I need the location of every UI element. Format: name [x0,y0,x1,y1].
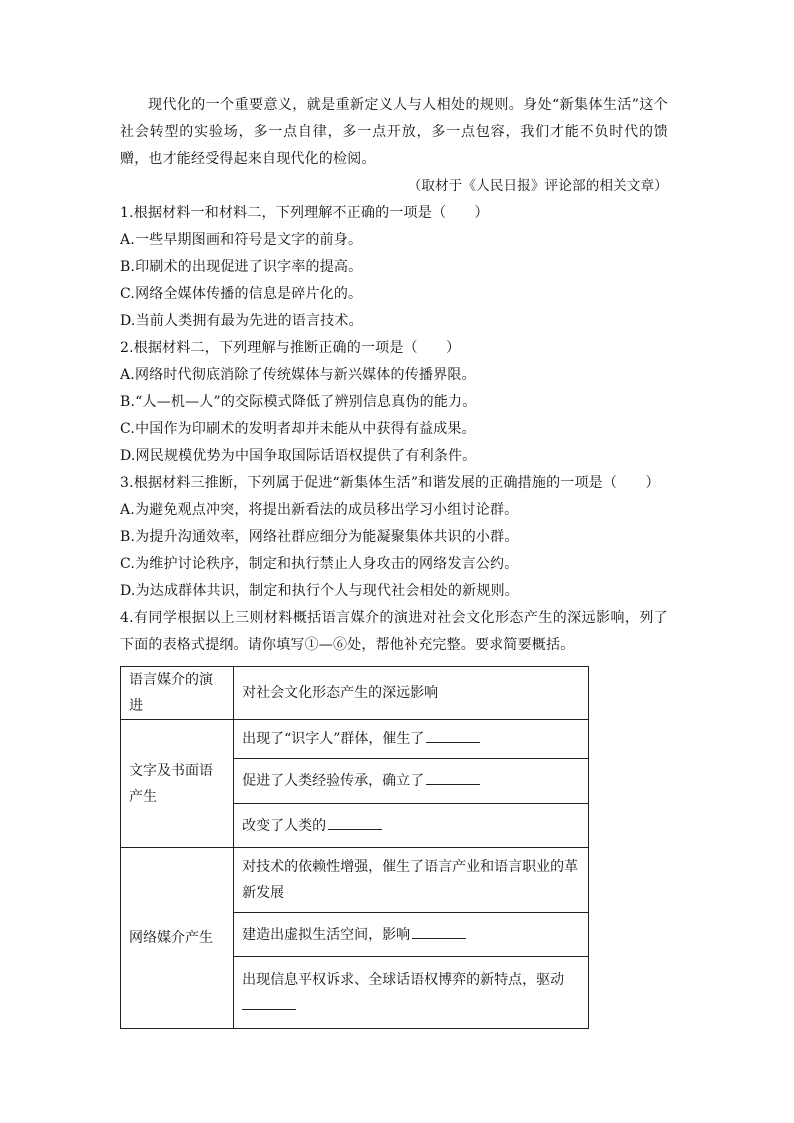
question-1 [120,200,668,335]
option-d: D.当前人类拥有最为先进的语言技术。 [120,313,363,329]
answer-blank[interactable] [412,924,466,939]
option-c: C.网络全媒体传播的信息是碎片化的。 [120,286,363,302]
question-4 [120,605,668,659]
answer-blank[interactable] [328,815,382,830]
impact-text: 建造出虚拟生活空间，影响 [242,926,411,943]
impact-cell: 对技术的依赖性增强，催生了语言产业和语言职业的革新发展 [234,848,589,913]
impact-cell [234,720,589,759]
impact-text: 促进了人类经验传承，确立了 [242,773,425,789]
option-d: D.为达成群体共识，制定和执行个人与现代社会相处的新规则。 [120,583,519,599]
option-a: A.一些早期图画和符号是文字的前身。 [120,232,363,248]
table-row [121,848,589,913]
impact-text: 改变了人类的 [242,817,327,834]
question-stem: 4.有同学根据以上三则材料概括语言媒介的演进对社会文化形态产生的深远影响，列了下面的表格式提纲。请你填写①—⑥处，帮他补充完整。要求简要概括。 [120,610,668,653]
impact-cell [234,913,589,957]
source-citation: （取材于《人民日报》评论部的相关文章） [407,178,668,194]
question-stem: 2.根据材料二，下列理解与推断正确的一项是（ ） [120,340,461,356]
group-label-writing: 文字及书面语产生 [121,720,234,848]
document-body [120,92,668,659]
answer-blank[interactable] [426,770,480,785]
impact-cell [234,759,589,804]
outline-table [120,666,589,1029]
header-cell-medium: 语言媒介的演进 [121,667,234,720]
impact-text: 出现信息平权诉求、全球话语权博弈的新特点，驱动 [242,971,565,988]
option-c: C.中国作为印刷术的发明者却并未能从中获得有益成果。 [120,421,476,437]
impact-cell [234,957,589,1029]
option-a: A.网络时代彻底消除了传统媒体与新兴媒体的传播界限。 [120,367,476,383]
table-row [121,720,589,759]
intro-paragraph: 现代化的一个重要意义，就是重新定义人与人相处的规则。身处“新集体生活”这个社会转型的实验场，多一点自律，多一点开放，多一点包容，我们才能不负时代的馈赠，也才能经受得起来自现代化的检阅。 [120,97,668,167]
header-cell-impact: 对社会文化形态产生的深远影响 [234,667,589,720]
option-b: B.印刷术的出现促进了识字率的提高。 [120,259,363,275]
option-c: C.为维护讨论秩序，制定和执行禁止人身攻击的网络发言公约。 [120,556,519,572]
question-3 [120,470,668,605]
table-header-row [121,667,589,720]
option-b: B.为提升沟通效率，网络社群应细分为能凝聚集体共识的小群。 [120,529,519,545]
question-stem: 3.根据材料三推断，下列属于促进“新集体生活”和谐发展的正确措施的一项是（ ） [120,475,660,491]
impact-cell [234,804,589,848]
answer-blank[interactable] [242,995,296,1010]
option-b: B.“人—机—人”的交际模式降低了辨别信息真伪的能力。 [120,394,477,410]
question-stem: 1.根据材料一和材料二，下列理解不正确的一项是（ ） [120,205,489,221]
answer-blank[interactable] [426,728,480,743]
group-label-network: 网络媒介产生 [121,848,234,1029]
option-d: D.网民规模优势为中国争取国际话语权提供了有利条件。 [120,448,477,464]
option-a: A.为避免观点冲突，将提出新看法的成员移出学习小组讨论群。 [120,502,519,518]
question-2 [120,335,668,470]
impact-text: 出现了“识字人”群体，催生了 [242,731,425,747]
